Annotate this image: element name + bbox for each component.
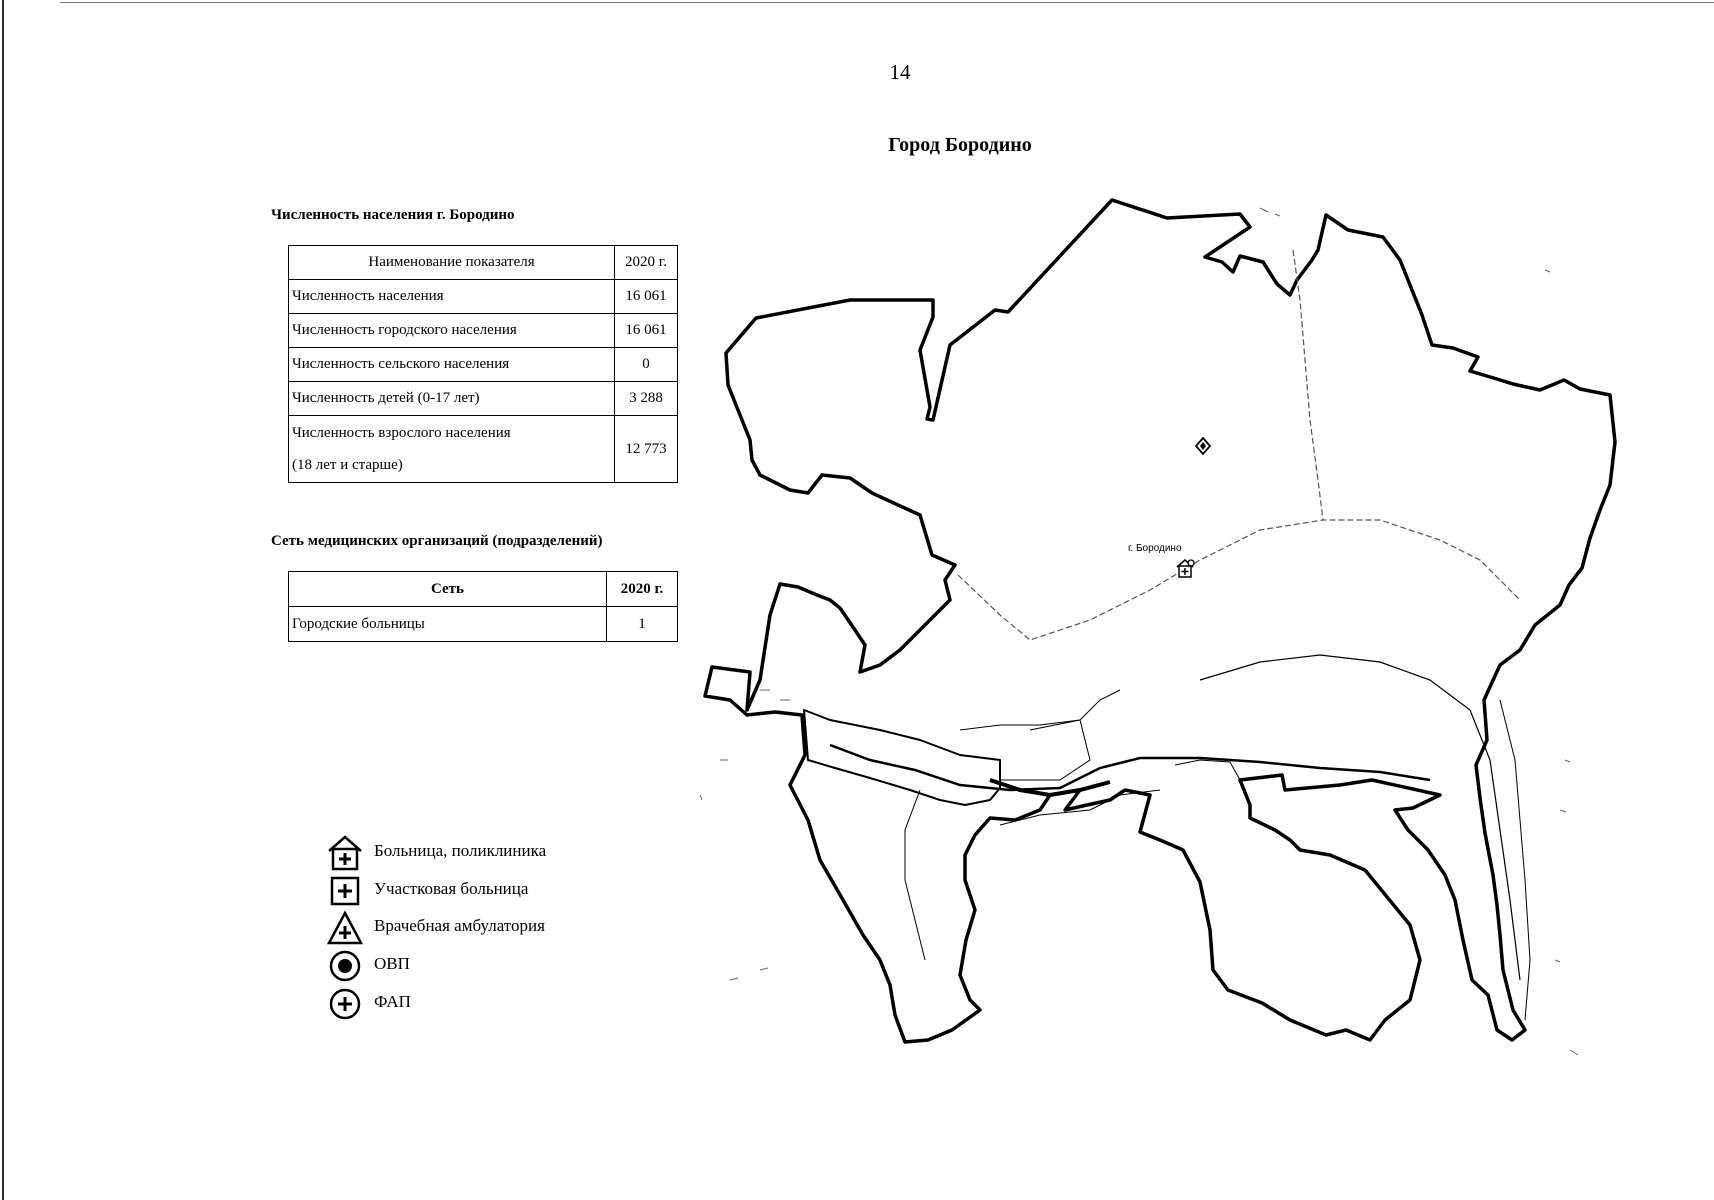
district-hospital-icon bbox=[326, 873, 366, 909]
row-value: 16 061 bbox=[615, 314, 678, 348]
row-label: Численность детей (0-17 лет) bbox=[289, 382, 615, 416]
row-label-line: (18 лет и старше) bbox=[292, 457, 403, 473]
internal-boundary-line bbox=[1293, 250, 1323, 520]
row-value: 1 bbox=[607, 607, 678, 642]
city-point-icon bbox=[1188, 560, 1194, 566]
row-label bbox=[289, 416, 615, 483]
legend-label: Участковая больница bbox=[374, 879, 529, 898]
row-label: Численность городского населения bbox=[289, 314, 615, 348]
row-label: Численность населения bbox=[289, 280, 615, 314]
general-practice-office-icon bbox=[326, 948, 366, 984]
internal-boundary-line bbox=[958, 520, 1520, 640]
table-row bbox=[289, 382, 678, 416]
row-label: Численность сельского населения bbox=[289, 348, 615, 382]
legend-label: ФАП bbox=[374, 992, 411, 1011]
legend-item bbox=[326, 873, 626, 909]
table-header-row bbox=[289, 246, 678, 280]
settlement-boundary bbox=[804, 710, 1000, 805]
medical-outpatient-clinic-icon bbox=[326, 910, 366, 946]
row-value: 12 773 bbox=[615, 416, 678, 483]
table-row bbox=[289, 607, 678, 642]
legend-item bbox=[326, 835, 626, 871]
legend-label: Больница, поликлиника bbox=[374, 841, 547, 860]
feldsher-obstetric-station-icon bbox=[326, 986, 366, 1022]
population-table bbox=[288, 245, 678, 483]
column-header-year: 2020 г. bbox=[607, 572, 678, 607]
legend-label: Врачебная амбулатория bbox=[374, 916, 545, 935]
hospital-polyclinic-icon bbox=[326, 835, 366, 871]
legend-label: ОВП bbox=[374, 954, 410, 973]
district-boundary-outline bbox=[705, 200, 1615, 1042]
row-value: 0 bbox=[615, 348, 678, 382]
road-line bbox=[1200, 655, 1520, 980]
scan-edge-left bbox=[2, 0, 4, 1200]
network-table bbox=[288, 571, 678, 642]
row-value: 3 288 bbox=[615, 382, 678, 416]
map-noise bbox=[700, 208, 1578, 1055]
map-title: Город Бородино bbox=[888, 134, 1032, 156]
city-label: г. Бородино bbox=[1128, 543, 1182, 554]
table-row bbox=[289, 416, 678, 483]
column-header-network: Сеть bbox=[289, 572, 607, 607]
road-line bbox=[1175, 760, 1240, 780]
network-table-title: Сеть медицинских организаций (подразделений) bbox=[271, 533, 603, 549]
legend-item bbox=[326, 986, 626, 1022]
road-line bbox=[1000, 720, 1090, 780]
table-header-row bbox=[289, 572, 678, 607]
page-number: 14 bbox=[889, 60, 911, 84]
row-value: 16 061 bbox=[615, 280, 678, 314]
district-map bbox=[690, 185, 1630, 1065]
row-label: Городские больницы bbox=[289, 607, 607, 642]
diamond-marker-icon bbox=[1196, 438, 1210, 454]
table-row bbox=[289, 280, 678, 314]
table-row bbox=[289, 314, 678, 348]
column-header-year: 2020 г. bbox=[615, 246, 678, 280]
scan-edge-top bbox=[60, 2, 1714, 3]
population-table-title: Численность населения г. Бородино bbox=[271, 207, 515, 223]
column-header-indicator: Наименование показателя bbox=[289, 246, 615, 280]
legend-item bbox=[326, 948, 626, 984]
road-line bbox=[960, 690, 1120, 730]
road-line bbox=[905, 790, 925, 960]
table-row bbox=[289, 348, 678, 382]
legend-item bbox=[326, 910, 626, 946]
row-label-line: Численность взрослого населения bbox=[292, 425, 511, 441]
